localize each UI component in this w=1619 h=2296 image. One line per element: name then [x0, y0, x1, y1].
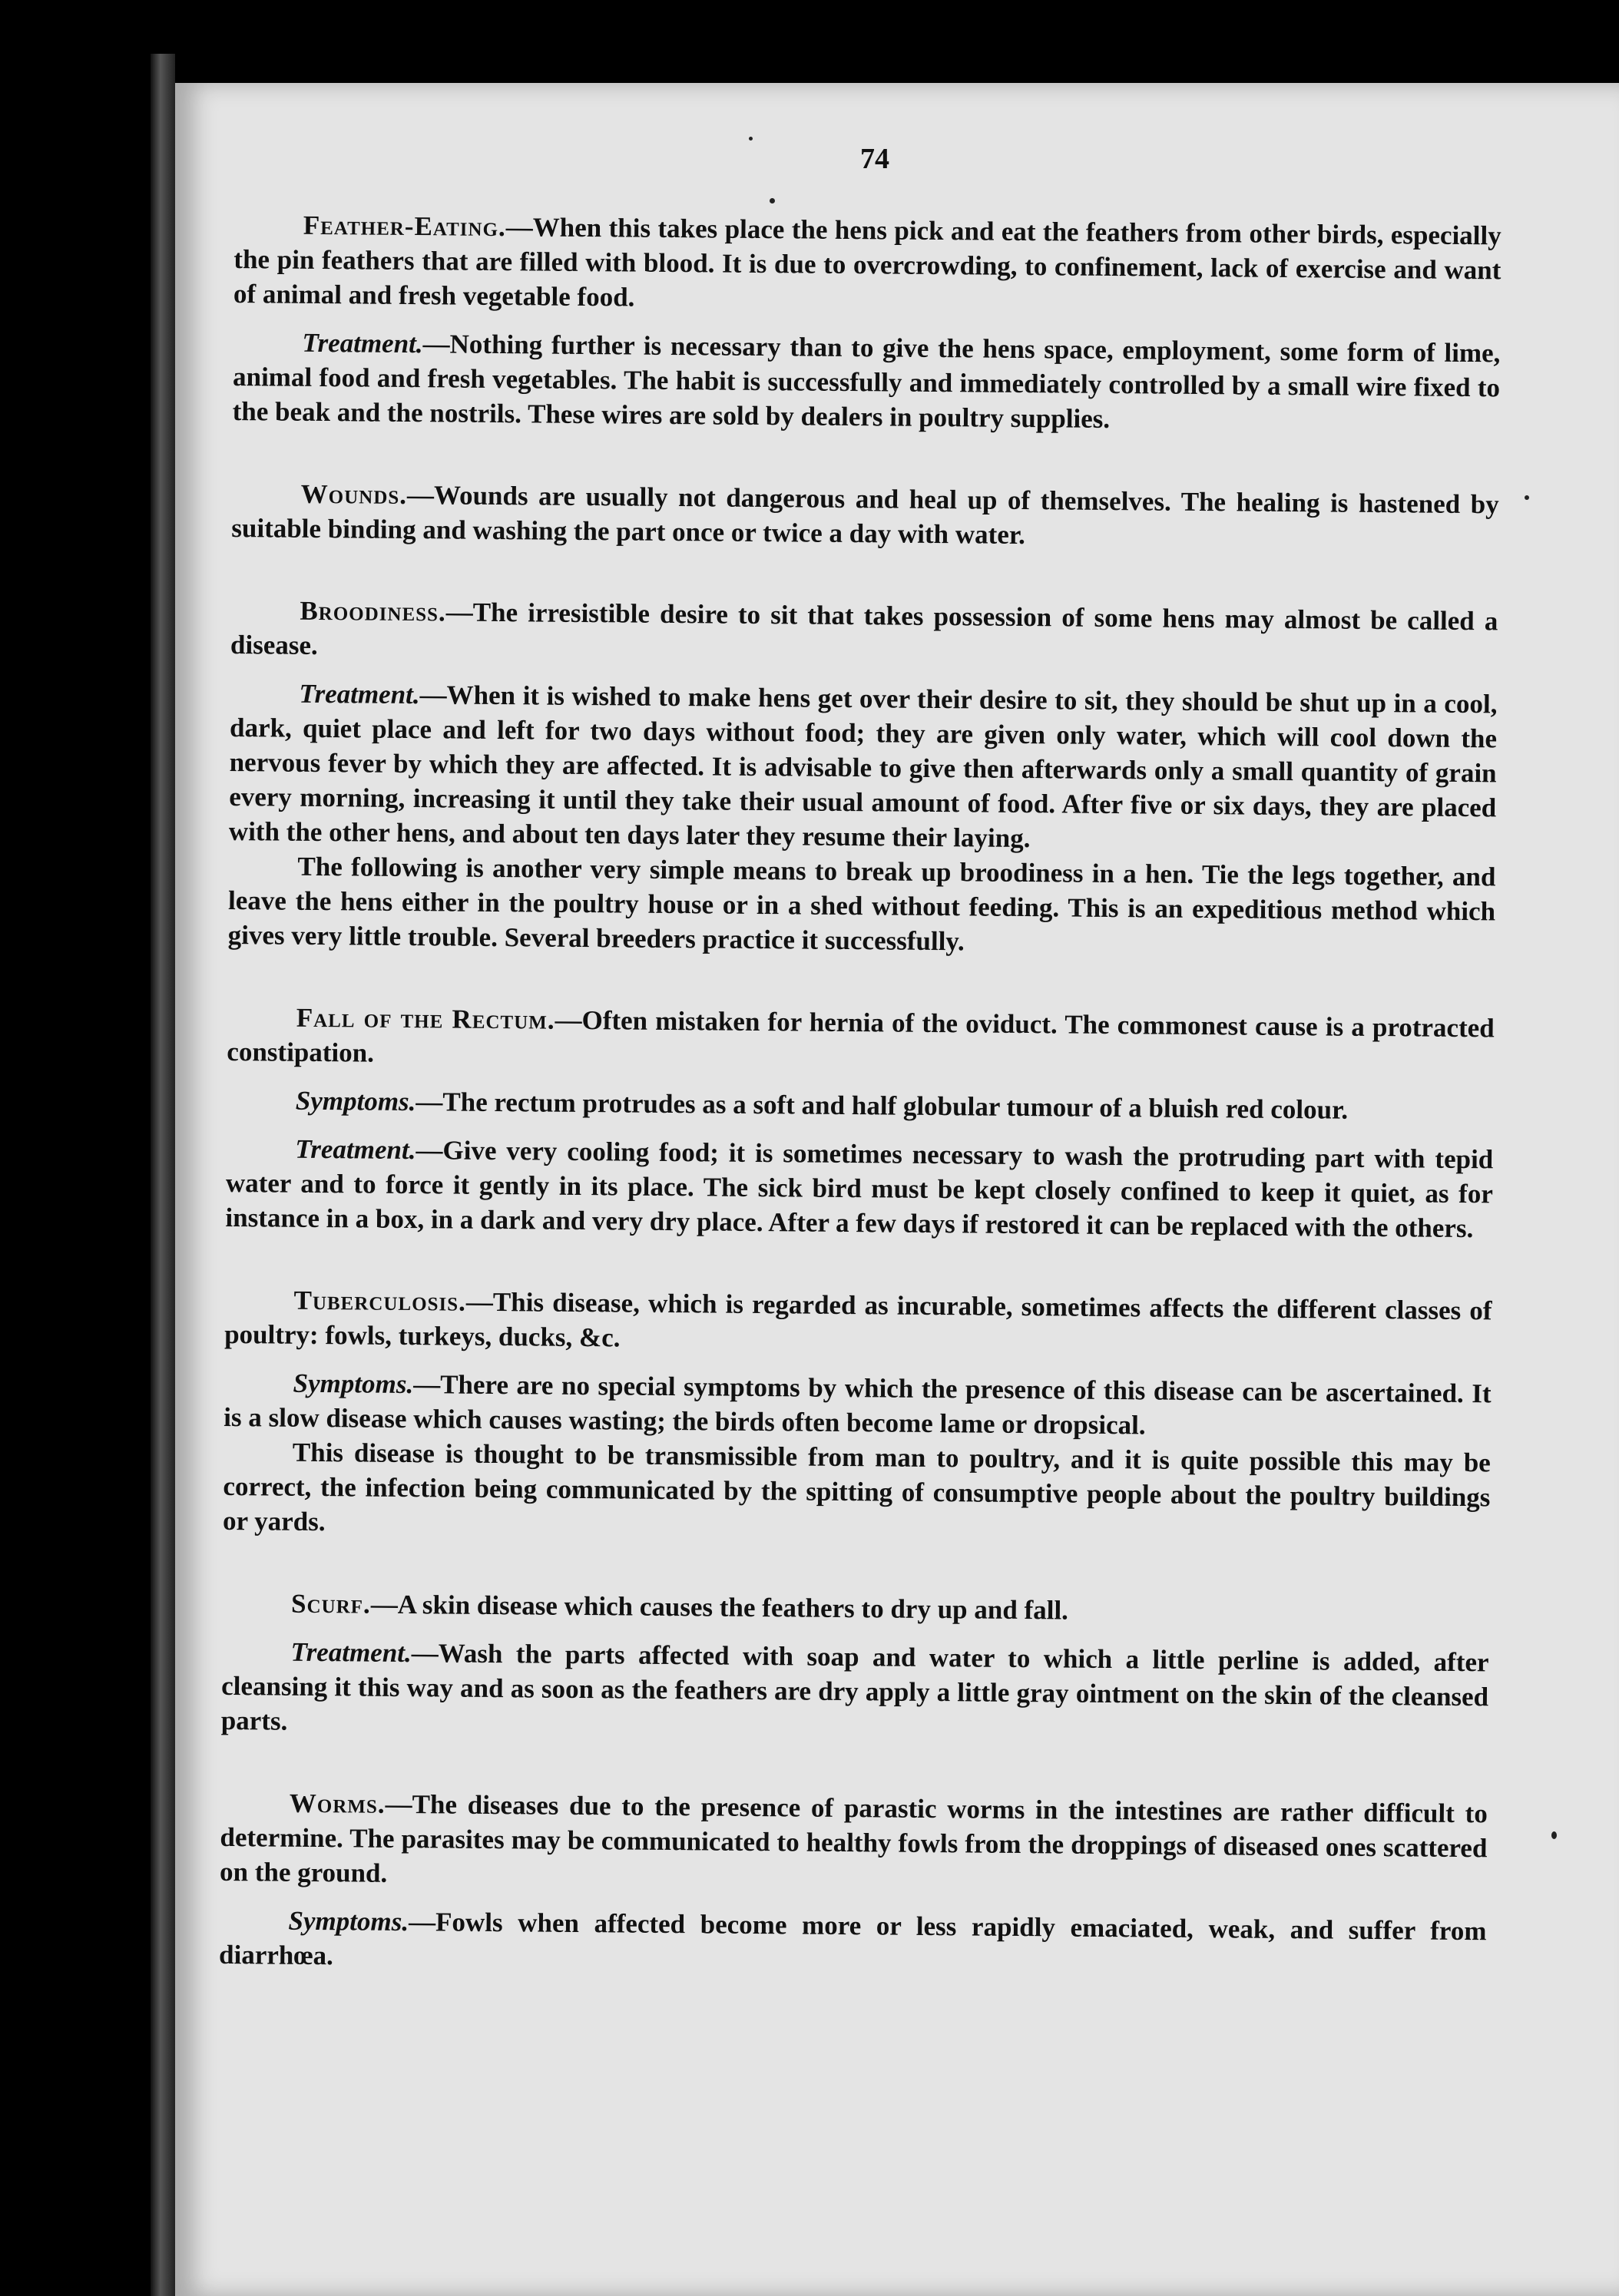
heading-worms: Worms.: [289, 1788, 386, 1819]
paragraph-broodiness-extra: The following is another very simple means to break up broodiness in a hen. Tie the legs together, and leave the hens either in the poultry house or in a shed without feeding. This is an expeditious method which gives very little trouble. Several breeders practice it successfully.: [227, 851, 1496, 957]
heading-broodiness: Broodiness.: [300, 595, 446, 627]
book-spine-edge: [151, 54, 175, 2296]
paragraph-feather-eating: Feather-Eating.—When this takes place the hens pick and eat the feathers from other birds, especially the pin feathers that are filled with blood. It is due to overcrowding, to confinement, lack of exercise and want of animal and fresh vegetable food.: [233, 210, 1501, 313]
scan-speck: [770, 198, 775, 203]
paragraph-scurf-treatment: Treatment.—Wash the parts affected with soap and water to which a little perline is added, after cleansing it this way and as soon as the feathers are dry apply a little gray ointment on the skin of the cleansed parts.: [220, 1636, 1489, 1736]
heading-tuberculosis: Tuberculosis.: [293, 1285, 467, 1317]
label-symptoms: Symptoms.: [288, 1905, 409, 1937]
paragraph-feather-eating-treatment: Treatment.—Nothing further is necessary than to give the hens space, employment, some form of lime, animal food and fresh vegetables. The habit is successfully and immediately controlled by a small wire fixed to the beak and the nostrils. These wires are sold by dealers in poultry supplies.: [232, 327, 1501, 434]
label-symptoms: Symptoms.: [295, 1085, 416, 1117]
label-treatment: Treatment.: [295, 1133, 416, 1166]
paragraph-worms: Worms.—The diseases due to the presence of parastic worms in the intestines are rather difficult to determine. The parasites may be communicated to healthy fowls from the droppings of diseased ones scattered on the ground.: [219, 1788, 1488, 1888]
heading-fall-of-rectum: Fall of the Rectum.: [296, 1002, 555, 1035]
paragraph-broodiness-treatment: Treatment.—When it is wished to make hens get over their desire to sit, they should be shut up in a cool, dark, quiet place and left for two days without food; they are given only water, which will cool down the nervous fever by which they are affected. It is advisable to give then afterwards only a small quantity of grain every morning, increasing it until they take their usual amount of food. After five or six days, they are placed with the other hens, and about ten days later they resume their laying.: [228, 678, 1498, 854]
page-number: 74: [860, 143, 889, 175]
label-treatment: Treatment.: [302, 327, 423, 359]
scan-speck: [1525, 495, 1529, 500]
paragraph-broodiness: Broodiness.—The irresistible desire to sit that takes possession of some hens may almost be called a disease.: [230, 595, 1498, 660]
heading-feather-eating: Feather-Eating.: [303, 210, 506, 243]
paragraph-tuberculosis: Tuberculosis.—This disease, which is regarded as incurable, sometimes affects the different classes of poultry: fowls, turkeys, ducks, &c.: [224, 1285, 1492, 1353]
paragraph-fall-of-rectum-treatment: Treatment.—Give very cooling food; it is sometimes necessary to wash the protruding part with tepid water and to force it gently in its place. The sick bird must be kept closely confined to keep it quiet, as for instance in a box, in a dark and very dry place. After a few days if restored it can be replaced with the others.: [225, 1133, 1494, 1244]
paragraph-scurf: Scurf.—A skin disease which causes the feathers to dry up and fall.: [290, 1588, 1069, 1626]
paragraph-worms-symptoms: Symptoms.—Fowls when affected become more or less rapidly emaciated, weak, and suffer from diarrhœa.: [218, 1905, 1487, 1971]
label-symptoms: Symptoms.: [293, 1368, 414, 1400]
paragraph-fall-of-rectum: Fall of the Rectum.—Often mistaken for hernia of the oviduct. The commonest cause is a protracted constipation.: [227, 1002, 1495, 1068]
paragraph-fall-of-rectum-symptoms: Symptoms.—The rectum protrudes as a soft and half globular tumour of a bluish red colour.: [295, 1085, 1349, 1125]
paragraph-tuberculosis-extra: This disease is thought to be transmissible from man to poultry, and it is quite possible this may be correct, the infection being communicated by the spitting of consumptive people about the poultry buildings or yards.: [222, 1437, 1491, 1537]
scan-speck: [1551, 1831, 1557, 1839]
paragraph-tuberculosis-symptoms: Symptoms.—There are no special symptoms by which the presence of this disease can be ascertained. It is a slow disease which causes wasting; the birds often become lame or dropsical.: [223, 1368, 1492, 1441]
paragraph-wounds: Wounds.—Wounds are usually not dangerous and heal up of themselves. The healing is hastened by suitable binding and washing the part once or twice a day with water.: [231, 478, 1499, 551]
label-treatment: Treatment.: [299, 678, 420, 710]
heading-scurf: Scurf.: [290, 1588, 371, 1619]
label-treatment: Treatment.: [290, 1636, 412, 1669]
page-body: [219, 207, 1501, 1983]
scan-speck: [749, 137, 753, 141]
heading-wounds: Wounds.: [300, 478, 408, 510]
